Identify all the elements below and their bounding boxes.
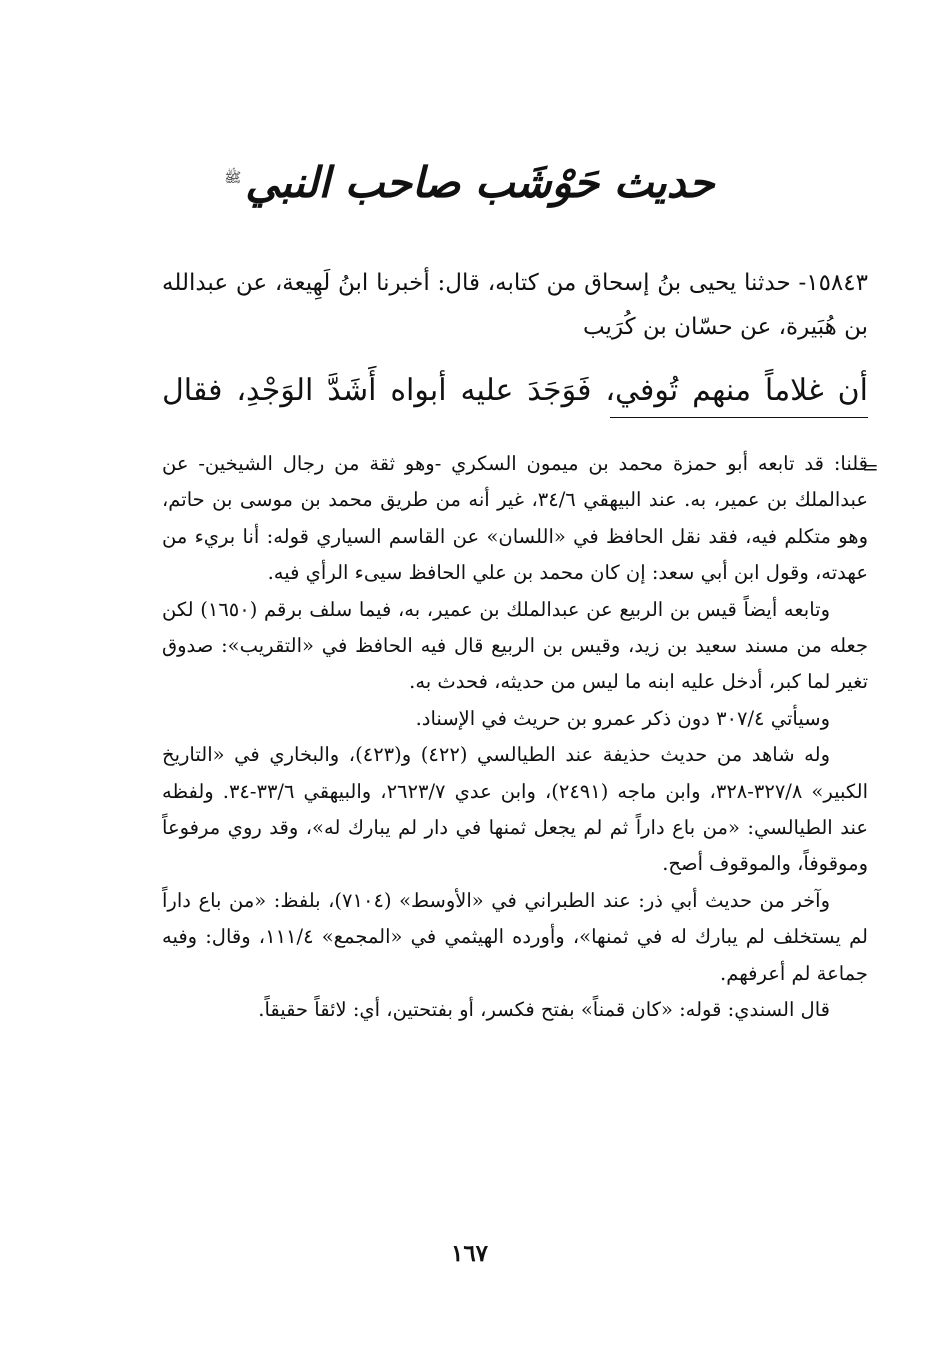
footnote-paragraph: وسيأتي ٣٠٧/٤ دون ذكر عمرو بن حريث في الإسناد. <box>415 706 830 730</box>
hadith-matn: أن غلاماً منهم تُوفي، فَوَجَدَ عليه أبواه أَشَدَّ الوَجْدِ، فقال <box>162 373 868 408</box>
chapter-title-text: حديث حَوْشَب صاحب النبي <box>245 158 715 207</box>
page-number: ١٦٧ <box>450 1240 489 1267</box>
honorific-glyph: ﷺ <box>224 170 242 186</box>
footnote-paragraph: وآخر من حديث أبي ذر: عند الطبراني في «الأوسط» (٧١٠٤)، بلفظ: «من باع داراً لم يستخلف لم يبارك له في ثمنها»، وأورده الهيثمي في «المجمع» ١١١/٤، وقال: وفيه جماعة لم أعرفهم. <box>162 888 869 985</box>
footnote-paragraph: قلنا: قد تابعه أبو حمزة محمد بن ميمون السكري -وهو ثقة من رجال الشيخين- عن عبدالملك بن عمير، به. عند البيهقي ٣٤/٦، غير أنه من طريق محمد بن موسى بن حاتم، وهو متكلم فيه، فقد نقل الحافظ في «اللسان» عن القاسم السياري قوله: أنا بريء من عهدته، وقول ابن أبي سعد: إن كان محمد بن علي الحافظ سيىء الرأي فيه. <box>162 452 869 585</box>
footnote-paragraph: وتابعه أيضاً قيس بن الربيع عن عبدالملك بن عمير، به، فيما سلف برقم (١٦٥٠) لكن جعله من مسند سعيد بن زيد، وقيس بن الربيع قال فيه الحافظ في «التقريب»: صدوق تغير لما كبر، أدخل عليه ابنه ما ليس من حديثه، فحدث به. <box>162 597 868 694</box>
footnote-paragraph: قال السندي: قوله: «كان قمناً» بفتح فكسر، أو بفتحتين، أي: لائقاً حقيقاً. <box>258 998 830 1022</box>
footnotes <box>162 446 868 1029</box>
hadith-isnad: ١٥٨٤٣- حدثنا يحيى بنُ إسحاق من كتابه، قال: أخبرنا ابنُ لَهِيعة، عن عبدالله بن هُبَيرة، عن حسّان بن كُرَيب <box>162 270 868 340</box>
chapter-title <box>0 158 939 207</box>
footnote-separator <box>610 417 868 418</box>
continuation-mark: = <box>862 455 879 479</box>
footnote-paragraph: وله شاهد من حديث حذيفة عند الطيالسي (٤٢٢) و(٤٢٣)، والبخاري في «التاريخ الكبير» ٣٢٧/٨-٣٢٨، وابن ماجه (٢٤٩١)، وابن عدي ٢٦٢٣/٧، والبيهقي ٣٣/٦-٣٤. ولفظه عند الطيالسي: «من باع داراً ثم لم يجعل ثمنها في دار لم يبارك له»، وقد روي مرفوعاً وموقوفاً، والموقوف أصح. <box>162 743 868 876</box>
